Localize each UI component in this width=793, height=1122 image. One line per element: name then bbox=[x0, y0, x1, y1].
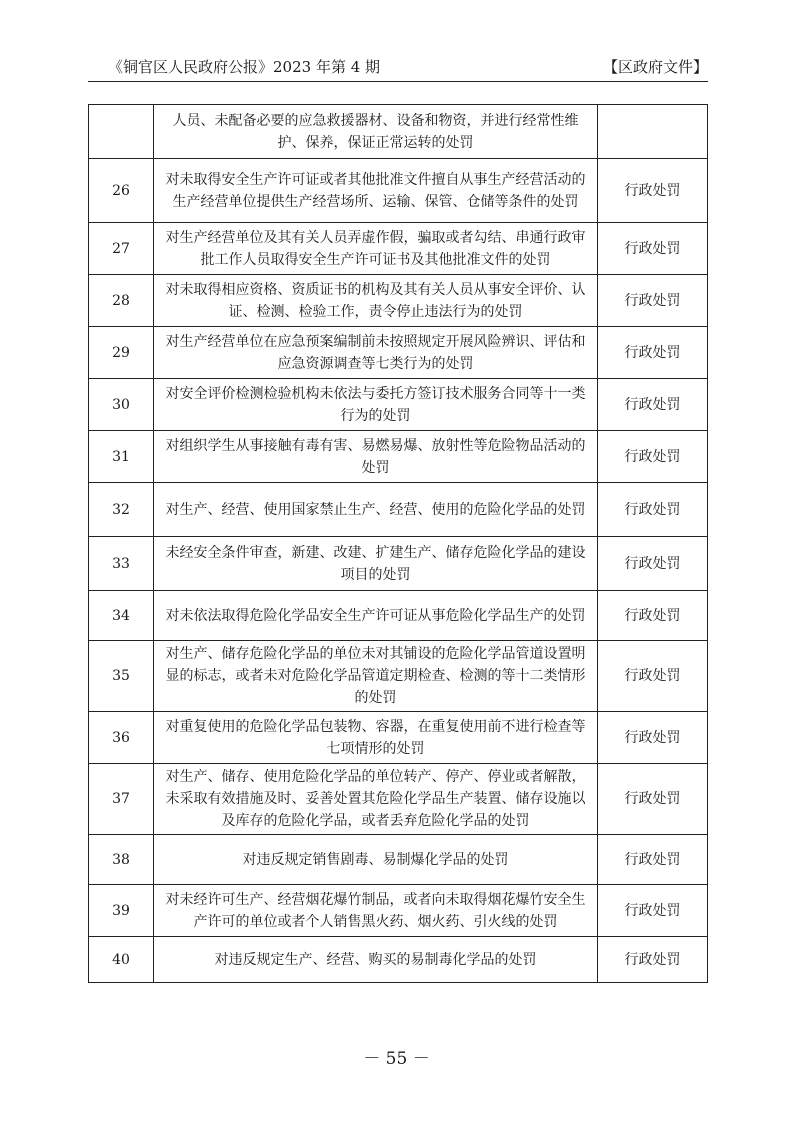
row-item: 对违反规定销售剧毒、易制爆化学品的处罚 bbox=[154, 835, 598, 885]
row-type: 行政处罚 bbox=[598, 483, 708, 537]
table-row bbox=[89, 223, 708, 275]
row-number bbox=[89, 105, 154, 159]
row-item: 对生产经营单位在应急预案编制前未按照规定开展风险辨识、评估和应急资源调查等七类行为的处罚 bbox=[154, 327, 598, 379]
row-type bbox=[598, 105, 708, 159]
section-label: 【区政府文件】 bbox=[602, 58, 708, 76]
row-type: 行政处罚 bbox=[598, 327, 708, 379]
row-type: 行政处罚 bbox=[598, 537, 708, 591]
table-row bbox=[89, 327, 708, 379]
row-type: 行政处罚 bbox=[598, 835, 708, 885]
row-type: 行政处罚 bbox=[598, 641, 708, 712]
row-item: 对未取得安全生产许可证或者其他批准文件擅自从事生产经营活动的生产经营单位提供生产经营场所、运输、保管、仓储等条件的处罚 bbox=[154, 159, 598, 223]
table-row bbox=[89, 937, 708, 983]
bulletin-title: 《铜官区人民政府公报》2023 年第 4 期 bbox=[108, 58, 381, 76]
row-type: 行政处罚 bbox=[598, 764, 708, 835]
table-row bbox=[89, 105, 708, 159]
table-row bbox=[89, 159, 708, 223]
row-type: 行政处罚 bbox=[598, 379, 708, 431]
row-number: 33 bbox=[89, 537, 154, 591]
table-row bbox=[89, 275, 708, 327]
row-type: 行政处罚 bbox=[598, 885, 708, 937]
row-type: 行政处罚 bbox=[598, 937, 708, 983]
table-row bbox=[89, 641, 708, 712]
row-number: 32 bbox=[89, 483, 154, 537]
page-number: － 55 － bbox=[363, 1049, 430, 1069]
header-divider bbox=[88, 81, 708, 82]
row-number: 37 bbox=[89, 764, 154, 835]
table-body bbox=[89, 105, 708, 983]
row-type: 行政处罚 bbox=[598, 431, 708, 483]
table-row bbox=[89, 712, 708, 764]
row-number: 35 bbox=[89, 641, 154, 712]
row-number: 38 bbox=[89, 835, 154, 885]
row-number: 40 bbox=[89, 937, 154, 983]
row-item: 对生产、经营、使用国家禁止生产、经营、使用的危险化学品的处罚 bbox=[154, 483, 598, 537]
row-item: 人员、未配备必要的应急救援器材、设备和物资，并进行经常性维护、保养，保证正常运转的处罚 bbox=[154, 105, 598, 159]
row-number: 26 bbox=[89, 159, 154, 223]
row-number: 27 bbox=[89, 223, 154, 275]
row-type: 行政处罚 bbox=[598, 591, 708, 641]
row-item: 对生产经营单位及其有关人员弄虚作假，骗取或者勾结、串通行政审批工作人员取得安全生产许可证书及其他批准文件的处罚 bbox=[154, 223, 598, 275]
page-header bbox=[88, 52, 708, 82]
penalty-table bbox=[88, 104, 708, 983]
table-row bbox=[89, 537, 708, 591]
table-row bbox=[89, 431, 708, 483]
row-item: 对重复使用的危险化学品包装物、容器，在重复使用前不进行检查等七项情形的处罚 bbox=[154, 712, 598, 764]
row-item: 对未取得相应资格、资质证书的机构及其有关人员从事安全评价、认证、检测、检验工作，责令停止违法行为的处罚 bbox=[154, 275, 598, 327]
row-number: 29 bbox=[89, 327, 154, 379]
row-type: 行政处罚 bbox=[598, 712, 708, 764]
row-type: 行政处罚 bbox=[598, 223, 708, 275]
table-row bbox=[89, 591, 708, 641]
table-row bbox=[89, 379, 708, 431]
row-number: 30 bbox=[89, 379, 154, 431]
row-item: 对未依法取得危险化学品安全生产许可证从事危险化学品生产的处罚 bbox=[154, 591, 598, 641]
row-item: 对未经许可生产、经营烟花爆竹制品，或者向未取得烟花爆竹安全生产许可的单位或者个人销售黑火药、烟火药、引火线的处罚 bbox=[154, 885, 598, 937]
table-row bbox=[89, 885, 708, 937]
row-item: 对安全评价检测检验机构未依法与委托方签订技术服务合同等十一类行为的处罚 bbox=[154, 379, 598, 431]
row-number: 28 bbox=[89, 275, 154, 327]
row-number: 36 bbox=[89, 712, 154, 764]
row-number: 31 bbox=[89, 431, 154, 483]
row-type: 行政处罚 bbox=[598, 275, 708, 327]
row-item: 对生产、储存危险化学品的单位未对其铺设的危险化学品管道设置明显的标志，或者未对危险化学品管道定期检查、检测的等十二类情形的处罚 bbox=[154, 641, 598, 712]
row-type: 行政处罚 bbox=[598, 159, 708, 223]
row-number: 39 bbox=[89, 885, 154, 937]
row-item: 对组织学生从事接触有毒有害、易燃易爆、放射性等危险物品活动的处罚 bbox=[154, 431, 598, 483]
table-row bbox=[89, 835, 708, 885]
row-item: 对生产、储存、使用危险化学品的单位转产、停产、停业或者解散，未采取有效措施及时、妥善处置其危险化学品生产装置、储存设施以及库存的危险化学品，或者丢弃危险化学品的处罚 bbox=[154, 764, 598, 835]
row-number: 34 bbox=[89, 591, 154, 641]
table-row bbox=[89, 483, 708, 537]
row-item: 未经安全条件审查，新建、改建、扩建生产、储存危险化学品的建设项目的处罚 bbox=[154, 537, 598, 591]
row-item: 对违反规定生产、经营、购买的易制毒化学品的处罚 bbox=[154, 937, 598, 983]
table-row bbox=[89, 764, 708, 835]
